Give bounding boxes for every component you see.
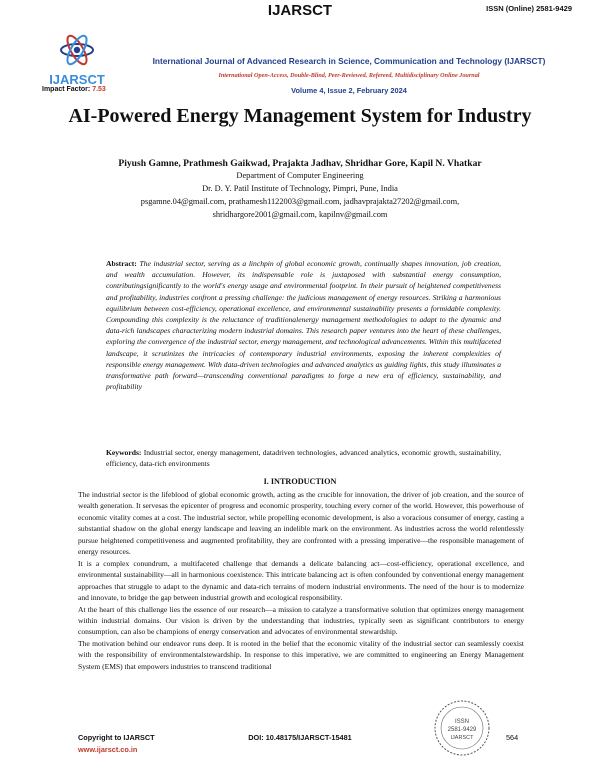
author-emails: psgamne.04@gmail.com, prathamesh1122003@gmail.com, jadhavprajakta27202@gmail.com, (140, 197, 460, 206)
ijarsct-logo (40, 28, 114, 90)
logo-atom-icon (61, 33, 93, 67)
abstract (106, 258, 501, 392)
abstract-label: Abstract: (106, 259, 137, 268)
keywords (106, 447, 501, 469)
institute: Dr. D. Y. Patil Institute of Technology, Pimpri, Pune, India (202, 184, 398, 193)
impact-value: 7.53 (92, 86, 106, 93)
paragraph: At the heart of this challenge lies the essence of our research—a mission to catalyze a transformative solution that optimizes energy management within industrial domains. Our vision is driven by the understanding that industries, typically seen as significant contributors to energy consumption, can also be champions of energy conservation and advocates of environmental stewardship. (78, 604, 524, 637)
keywords-text: Industrial sector, energy management, datadriven technologies, advanced analytics, economic growth, sustainability, efficiency, data-rich environments (106, 448, 502, 469)
footer-url-link[interactable]: www.ijarsct.co.in (78, 745, 138, 754)
impact-label: Impact Factor: (42, 86, 91, 93)
paragraph: The motivation behind our endeavor runs deep. It is rooted in the belief that the economic vitality of the industrial sector can seamlessly coexist with the responsibility of environmentalstewardship. In response to this imperative, we are committed to engineering an Energy Management System (EMS) that empowers industries to transcend traditional (78, 638, 524, 671)
abstract-text: The industrial sector, serving as a linchpin of global economic growth, continually shapes innovation, job creation, and wealth accumulation. However, its indispensable role is juxtaposed with substantial energy consumption, contributingsignificantly to the world's energy usage and environmental footprint. In their pursuit of heightened competitiveness and profitability, industries confront a pressing challenge: the judicious management of energy resources. Striking a harmonious equilibrium between cost-efficiency, operational excellence, and environmental sustainability presents a formidable complexity. Compounding this complexity is the reluctance of traditionalenergy management methodologies to adapt to the dynamic and data-rich landscapes characterizing modern industrial domains. This research paper ventures into the heart of these challenges, exploring the convergence of the industrial sector, energy management, and technological advancements. Within this multifaceted landscape, it scrutinizes the intricacies of contemporary industrial environments, exposing the inherent complexities of responsible energy management. With data-driven technologies and advanced analytics as guiding lights, this study illuminates a transformative path forward—transcending conventional paradigms to forge a new era of efficiency, sustainability, and profitability (106, 259, 501, 392)
author-emails-cont: shridhargore2001@gmail.com, kapilnv@gmail.com (212, 210, 388, 219)
section-heading: I. INTRODUCTION (263, 477, 337, 486)
footer-copyright: Copyright to IJARSCT (78, 733, 155, 742)
journal-title: International Journal of Advanced Research in Science, Communication and Technology (IJARSCT) (152, 56, 546, 66)
issn-label: ISSN (Online) 2581-9429 (486, 4, 572, 13)
logo-text: IJARSCT (49, 72, 105, 87)
journal-seal-icon (432, 698, 492, 758)
department: Department of Computer Engineering (236, 171, 364, 180)
seal-issn: ISSN (454, 719, 470, 725)
keywords-label: Keywords: (106, 448, 142, 457)
paper-title: AI-Powered Energy Management System for Industry (68, 105, 532, 127)
seal-number: 2581-9429 (447, 727, 477, 733)
paragraph: The industrial sector is the lifeblood of global economic growth, acting as the crucible for innovation, the driver of job creation, and the source of wealth generation. It servesas the epicenter of progress and economic prosperity, touching every corner of the world. However, this powerhouse of economic vitality comes at a cost. The industrial sector, while propelling economic development, is also a voracious consumer of energy, casting a substantial shadow on the global energy landscape and leaving an indelible mark on the environment. As industries across the world relentlessly pursue heightened competitiveness and augmented profitability, they are confronted with a pressing imperative—the responsible management of energy resources. (78, 490, 524, 557)
volume-issue: Volume 4, Issue 2, February 2024 (291, 86, 407, 95)
paper-authors: Piyush Gamne, Prathmesh Gaikwad, Prajakta Jadhav, Shridhar Gore, Kapil N. Vhatkar (118, 158, 482, 169)
paragraph: It is a complex conundrum, a multifaceted challenge that demands a delicate balancing act—cost-efficiency, operational excellence, and environmental sustainability—all in harmonious coexistence. This intricate balancing act is often confounded by conventional energy management approaches that struggle to adapt to the dynamic and data-rich terrains of modern industrial environments. The need of the hour is to modernize and innovate, to bridge the gap between industrial growth and ecological responsibility. (78, 558, 524, 603)
body-text (78, 489, 524, 672)
brand-name: IJARSCT (267, 2, 333, 19)
page-number: 564 (506, 733, 519, 742)
impact-factor (42, 86, 106, 93)
footer-doi: DOI: 10.48175/IJARSCT-15481 (248, 733, 352, 742)
journal-subtitle: International Open-Access, Double-Blind, Peer-Reviewed, Refereed, Multidisciplinary Online Journal (218, 72, 480, 79)
seal-name: IJARSCT (450, 735, 474, 741)
